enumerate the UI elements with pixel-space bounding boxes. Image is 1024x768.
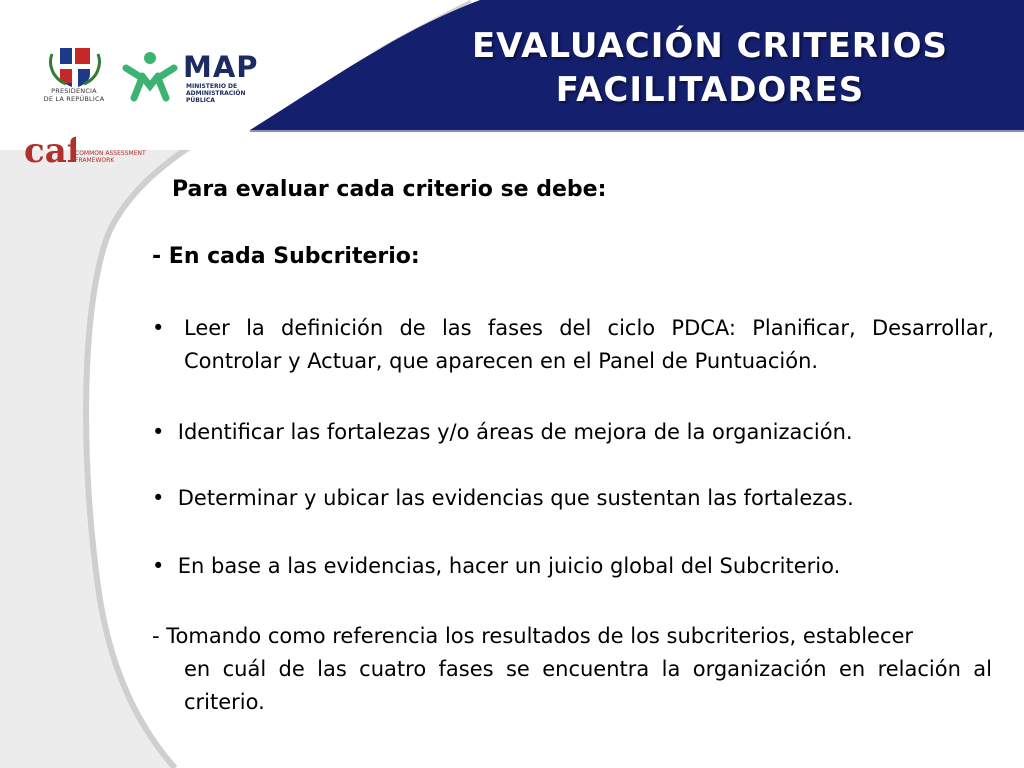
body-subheading: - En cada Subcriterio: (152, 244, 420, 269)
bullet-text: Identificar las fortalezas y/o áreas de mejora de la organización. (177, 420, 853, 444)
slide-title (430, 24, 990, 112)
map-subtitle: MINISTERIO DE ADMINISTRACIÓN PÚBLICA (186, 83, 246, 104)
bullet-text: En base a las evidencias, hacer un juicio global del Subcriterio. (177, 554, 841, 578)
bullet-item (152, 416, 994, 449)
closing-paragraph (152, 620, 992, 719)
closing-rest: en cuál de las cuatro fases se encuentra la organización en relación al criterio. (184, 657, 992, 714)
title-line-1: EVALUACIÓN CRITERIOS (471, 26, 949, 66)
bullet-symbol: • (152, 554, 165, 578)
bullet-symbol: • (152, 316, 165, 340)
svg-text:caf: caf (24, 131, 76, 168)
bullet-item (152, 482, 994, 515)
closing-first-line: - Tomando como referencia los resultados de los subcriterios, establecer (152, 624, 914, 648)
caf-subtitle: COMMON ASSESSMENT FRAMEWORK (75, 150, 146, 164)
title-line-2: FACILITADORES (555, 70, 865, 110)
presidencia-caption: PRESIDENCIA DE LA REPÚBLICA (43, 87, 105, 103)
bullet-symbol: • (152, 486, 165, 510)
body-heading: Para evaluar cada criterio se debe: (172, 177, 607, 202)
bullet-text: Leer la definición de las fases del ciclo PDCA: Planificar, Desarrollar, Controlar y Actuar, que aparecen en el Panel de Puntuación. (184, 316, 994, 373)
bullet-text: Determinar y ubicar las evidencias que sustentan las fortalezas. (177, 486, 854, 510)
map-wordmark: MAP (183, 50, 259, 84)
bullet-item (152, 550, 994, 583)
bullet-symbol: • (152, 420, 165, 444)
